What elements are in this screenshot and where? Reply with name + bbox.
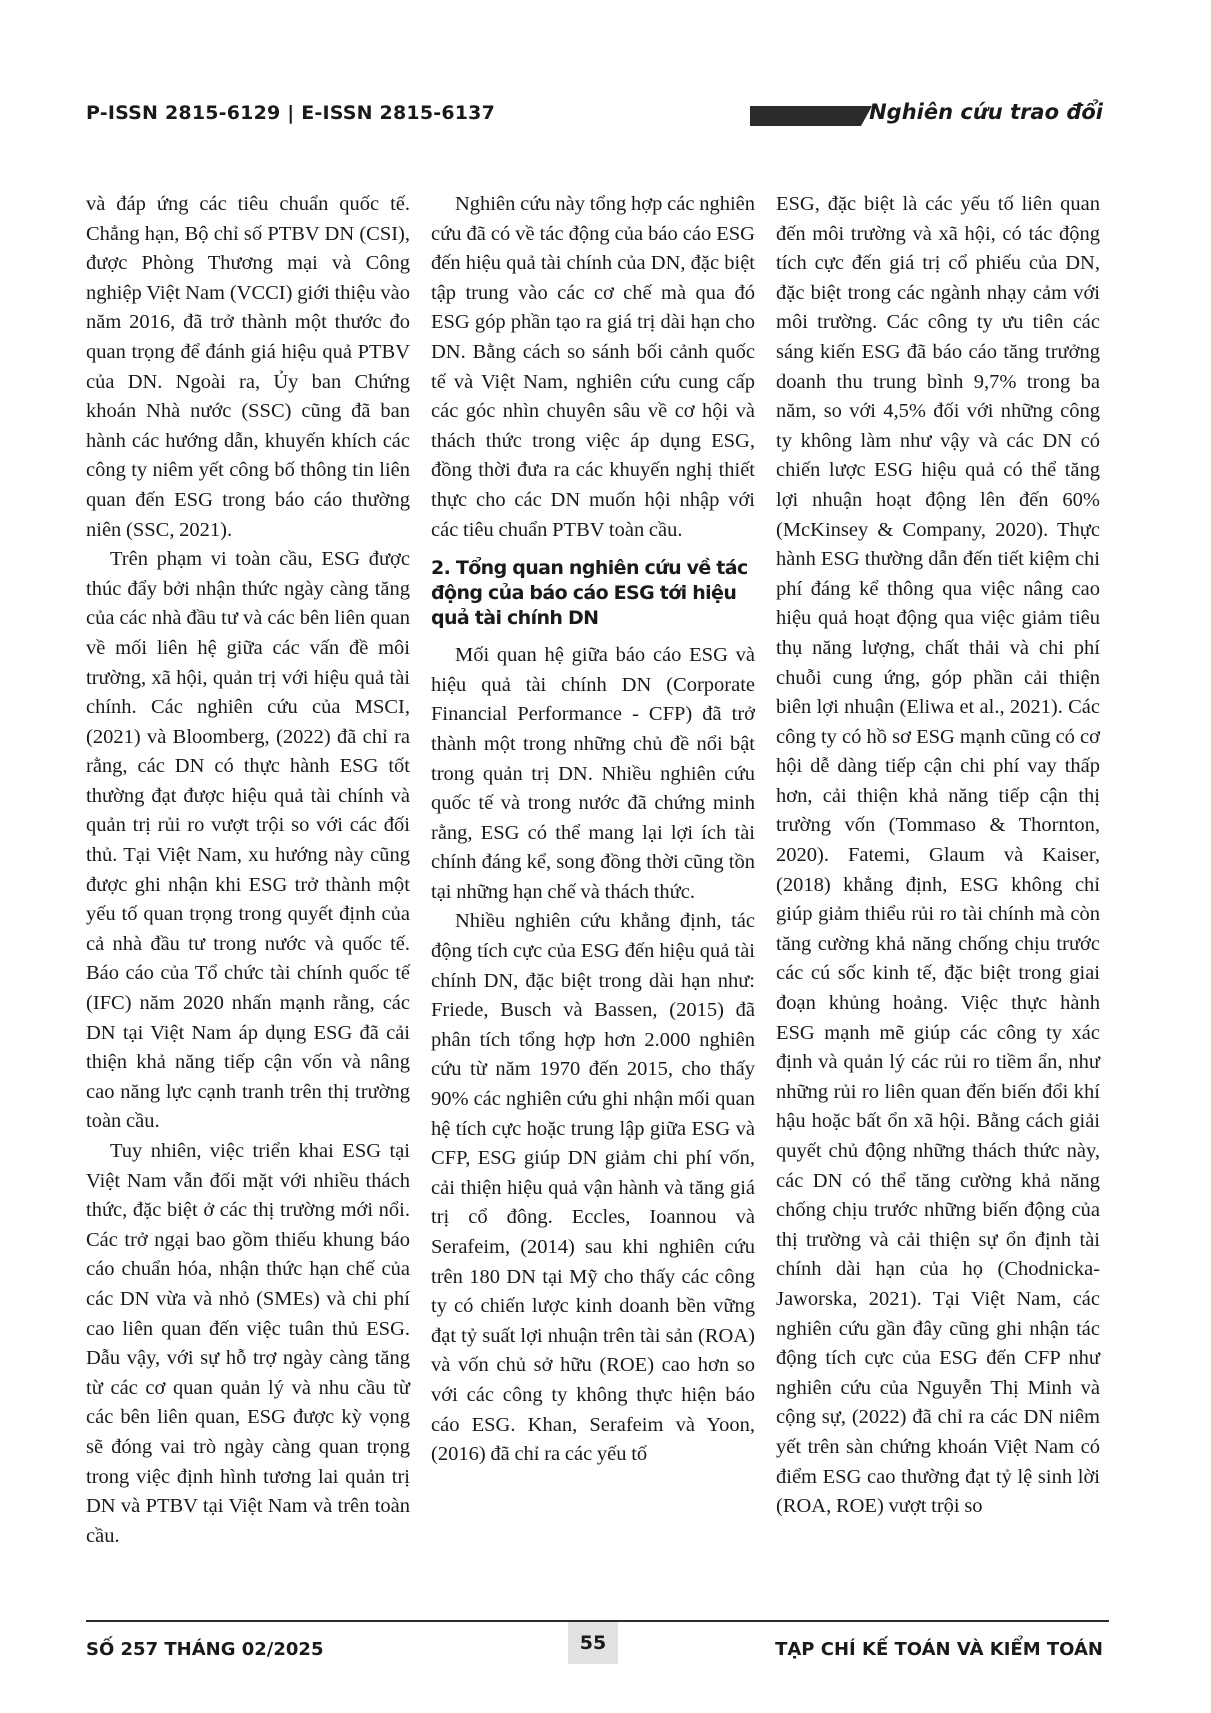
text-column-1 (86, 190, 410, 1551)
paragraph: Trên phạm vi toàn cầu, ESG được thúc đẩy bởi nhận thức ngày càng tăng của các nhà đầu tư và các bên liên quan về mối liên hệ giữa các vấn đề môi trường, xã hội, quản trị với hiệu quả tài chính. Các nghiên cứu của MSCI, (2021) và Bloomberg, (2022) đã chỉ ra rằng, các DN có thực hành ESG tốt thường đạt được hiệu quả tài chính và quản trị rủi ro vượt trội so với các đối thủ. Tại Việt Nam, xu hướng này cũng được ghi nhận khi ESG trở thành một yếu tố quan trọng trong quyết định của cả nhà đầu tư trong nước và quốc tế. Báo cáo của Tổ chức tài chính quốc tế (IFC) năm 2020 nhấn mạnh rằng, các DN tại Việt Nam áp dụng ESG đã cải thiện khả năng tiếp cận vốn và nâng cao năng lực cạnh tranh trên thị trường toàn cầu. (86, 548, 410, 1133)
page-number: 55 (568, 1622, 618, 1664)
paragraph: và đáp ứng các tiêu chuẩn quốc tế. Chẳng hạn, Bộ chỉ số PTBV DN (CSI), được Phòng Thương mại và Công nghiệp Việt Nam (VCCI) giới thiệu vào năm 2016, đã trở thành một thước đo quan trọng để đánh giá hiệu quả PTBV của DN. Ngoài ra, Ủy ban Chứng khoán Nhà nước (SSC) cũng đã ban hành các hướng dẫn, khuyến khích các công ty niêm yết công bố thông tin liên quan đến ESG trong báo cáo thường niên (SSC, 2021). (86, 193, 410, 541)
paragraph: Nhiều nghiên cứu khẳng định, tác động tích cực của ESG đến hiệu quả tài chính DN, đặc biệt trong dài hạn như: Friede, Busch và Bassen, (2015) đã phân tích tổng hợp hơn 2.000 nghiên cứu từ năm 1970 đến 2015, cho thấy 90% các nghiên cứu ghi nhận mối quan hệ tích cực hoặc trung lập giữa ESG và CFP, ESG giúp DN giảm chi phí vốn, cải thiện hiệu quả vận hành và tăng giá trị cổ đông. Eccles, Ioannou và Serafeim, (2014) sau khi nghiên cứu trên 180 DN tại Mỹ cho thấy các công ty có chiến lược kinh doanh bền vững đạt tỷ suất lợi nhuận trên tài sản (ROA) và vốn chủ sở hữu (ROE) cao hơn so với các công ty không thực hiện báo cáo ESG. Khan, Serafeim và Yoon, (2016) đã chỉ ra các yếu tố (431, 910, 755, 1466)
paragraph: Mối quan hệ giữa báo cáo ESG và hiệu quả tài chính DN (Corporate Financial Performance - CFP) đã trở thành một trong những chủ đề nổi bật trong quản trị DN. Nhiều nghiên cứu quốc tế và trong nước đã chứng minh rằng, ESG có thể mang lại lợi ích tài chính đáng kể, song đồng thời cũng tồn tại những hạn chế và thách thức. (431, 644, 755, 903)
text-column-2 (431, 190, 755, 1470)
header-issn: P-ISSN 2815-6129 | E-ISSN 2815-6137 (86, 102, 496, 124)
header-decorative-bar (750, 106, 872, 126)
paragraph: Tuy nhiên, việc triển khai ESG tại Việt Nam vẫn đối mặt với nhiều thách thức, đặc biệt ở các thị trường mới nổi. Các trở ngại bao gồm thiếu khung báo cáo chuẩn hóa, nhận thức hạn chế của các DN vừa và nhỏ (SMEs) và chi phí cao liên quan đến việc tuân thủ ESG. Dẫu vậy, với sự hỗ trợ ngày càng tăng từ các cơ quan quản lý và nhu cầu từ các bên liên quan, ESG được kỳ vọng sẽ đóng vai trò ngày càng quan trọng trong việc định hình tương lai quản trị DN và PTBV tại Việt Nam và trên toàn cầu. (86, 1140, 410, 1547)
footer-issue: SỐ 257 THÁNG 02/2025 (86, 1639, 324, 1660)
footer-journal-title: TẠP CHÍ KẾ TOÁN VÀ KIỂM TOÁN (775, 1639, 1103, 1660)
text-column-3 (776, 190, 1100, 1522)
section-heading: 2. Tổng quan nghiên cứu về tác động của báo cáo ESG tới hiệu quả tài chính DN (431, 557, 748, 630)
header-section-title: Nghiên cứu trao đổi (869, 100, 1103, 124)
paragraph: ESG, đặc biệt là các yếu tố liên quan đến môi trường và xã hội, có tác động tích cực đến giá trị cổ phiếu của DN, đặc biệt trong các ngành nhạy cảm với môi trường. Các công ty ưu tiên các sáng kiến ESG đã báo cáo tăng trưởng doanh thu trung bình 9,7% trong ba năm, so với 4,5% đối với những công ty không làm như vậy và các DN có chiến lược ESG hiệu quả có thể tăng lợi nhuận hoạt động lên đến 60% (McKinsey & Company, 2020). Thực hành ESG thường dẫn đến tiết kiệm chi phí đáng kể thông qua việc nâng cao hiệu quả hoạt động qua việc giảm tiêu thụ năng lượng, chất thải và chi phí chuỗi cung ứng, góp phần cải thiện biên lợi nhuận (Eliwa et al., 2021). Các công ty có hồ sơ ESG mạnh cũng có cơ hội dễ dàng tiếp cận chi phí vay thấp hơn, cải thiện khả năng tiếp cận thị trường vốn (Tommaso & Thornton, 2020). Fatemi, Glaum và Kaiser, (2018) khẳng định, ESG không chỉ giúp giảm thiểu rủi ro tài chính mà còn tăng cường khả năng chống chịu trước các cú sốc kinh tế, đặc biệt trong giai đoạn khủng hoảng. Việc thực hành ESG mạnh mẽ giúp các công ty xác định và quản lý các rủi ro tiềm ẩn, như những rủi ro liên quan đến biến đổi khí hậu hoặc bất ổn xã hội. Bằng cách giải quyết chủ động những thách thức này, các DN có thể tăng cường khả năng chống chịu trước những biến động của thị trường và cải thiện sự ổn định tài chính dài hạn của họ (Chodnicka-Jaworska, 2021). Tại Việt Nam, các nghiên cứu gần đây cũng ghi nhận tác động tích cực của ESG đến CFP như nghiên cứu của Nguyễn Thị Minh và cộng sự, (2022) đã chỉ ra các DN niêm yết trên sàn chứng khoán Việt Nam có điểm ESG cao thường đạt tỷ lệ sinh lời (ROA, ROE) vượt trội so (776, 193, 1100, 1518)
paragraph: Nghiên cứu này tổng hợp các nghiên cứu đã có về tác động của báo cáo ESG đến hiệu quả tài chính của DN, đặc biệt tập trung vào các cơ chế mà qua đó ESG góp phần tạo ra giá trị dài hạn cho DN. Bằng cách so sánh bối cảnh quốc tế và Việt Nam, nghiên cứu cung cấp các góc nhìn chuyên sâu về cơ hội và thách thức trong việc áp dụng ESG, đồng thời đưa ra các khuyến nghị thiết thực cho các DN muốn hội nhập với các tiêu chuẩn PTBV toàn cầu. (431, 193, 755, 541)
